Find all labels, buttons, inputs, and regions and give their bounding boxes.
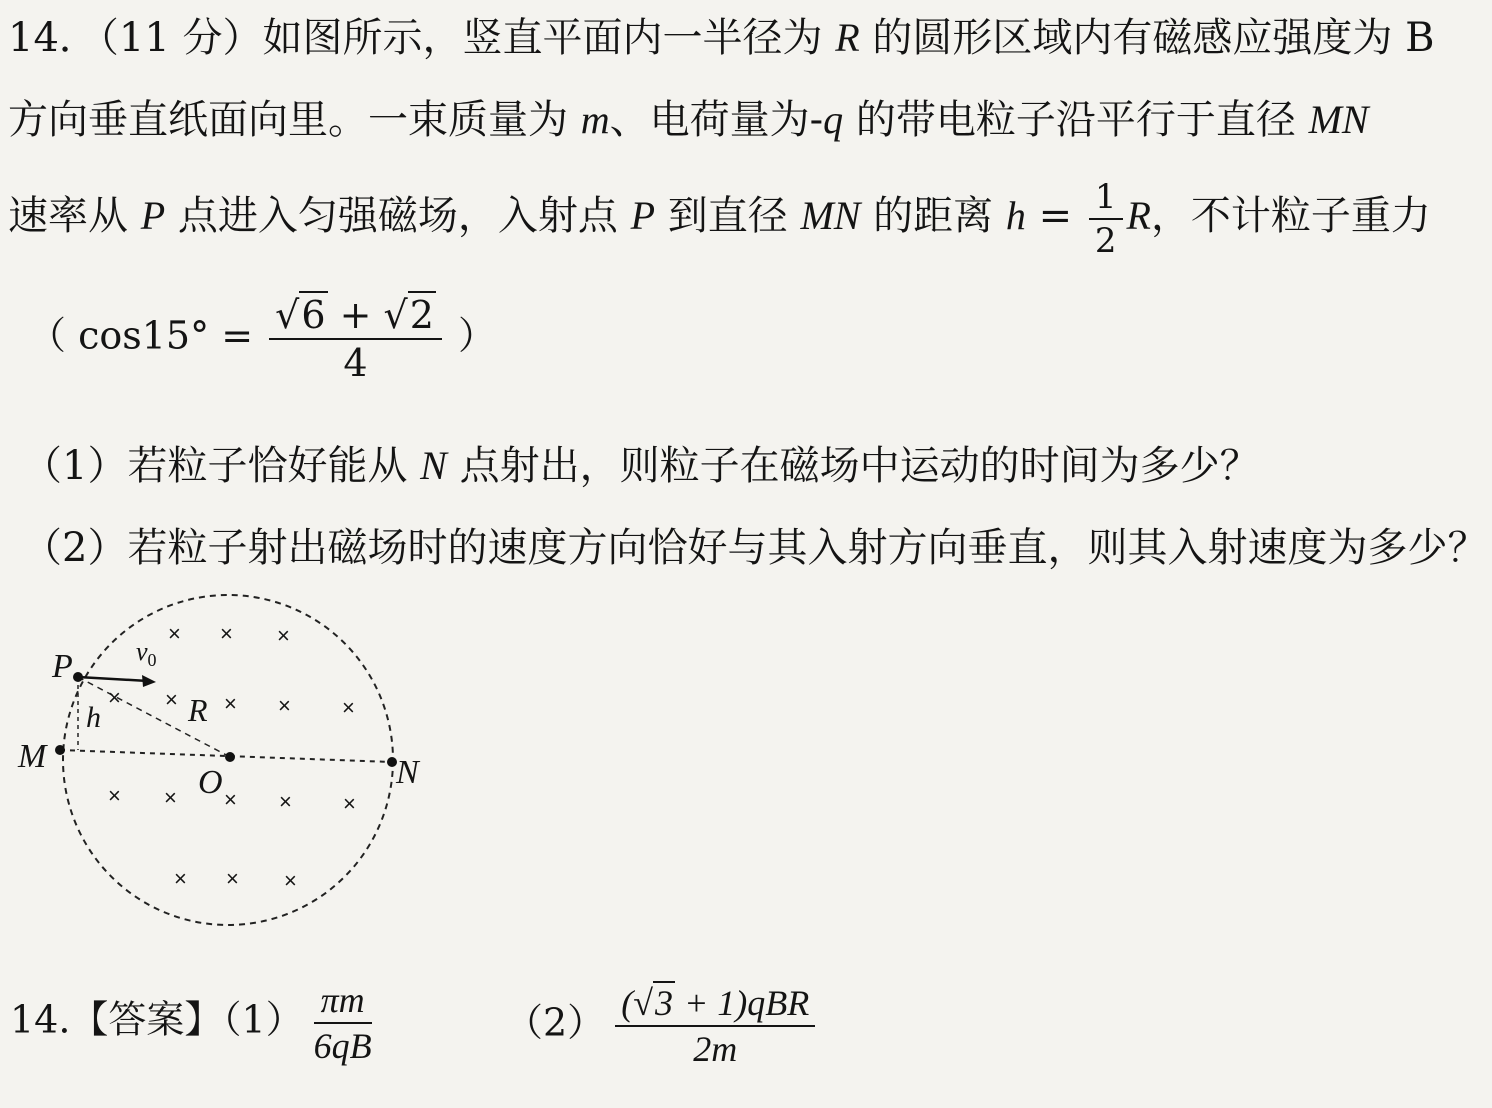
- problem-text: 到直径: [655, 193, 801, 239]
- field-mark: ×: [278, 693, 291, 718]
- point-P: [73, 672, 83, 682]
- question-text: 点射出，则粒子在磁场中运动的时间为多少？: [446, 443, 1260, 489]
- point-M: [55, 745, 65, 755]
- field-mark: ×: [279, 789, 292, 814]
- answer-part-1-label: （1）: [222, 997, 304, 1042]
- label-h: h: [86, 701, 101, 734]
- field-mark: ×: [108, 685, 121, 710]
- cos15-numerator: √6 + √2: [269, 296, 442, 340]
- answer-part-1-denominator: 6qB: [313, 1026, 372, 1066]
- field-mark: ×: [168, 621, 181, 646]
- fraction-numerator: 1: [1089, 180, 1123, 220]
- problem-line-1: [8, 15, 1435, 61]
- problem-line-3: [8, 177, 1431, 261]
- answer-label: 14.【答案】: [10, 997, 223, 1042]
- field-mark: ×: [343, 791, 356, 816]
- var-m: m: [580, 97, 610, 142]
- equals-sign: =: [1025, 193, 1085, 239]
- question-2: [22, 525, 1488, 571]
- answer-part-2-label: （2）: [505, 1000, 606, 1045]
- field-mark: ×: [342, 695, 355, 720]
- field-mark: ×: [164, 785, 177, 810]
- question-text: （1）若粒子恰好能从: [22, 443, 421, 489]
- field-mark: ×: [220, 621, 233, 646]
- question-1: [22, 443, 1260, 489]
- radicand-3: 3: [654, 983, 673, 1023]
- field-mark: ×: [224, 691, 237, 716]
- problem-text: 的距离: [860, 193, 1006, 239]
- var-q: q: [823, 97, 844, 142]
- answer-part-2: [505, 985, 819, 1067]
- answer-part-1-fraction: [314, 982, 372, 1064]
- fraction-one-half: [1089, 177, 1123, 261]
- answer-part-2-numerator: (√3 + 1)qBR: [615, 985, 815, 1027]
- label-R: R: [188, 692, 208, 728]
- velocity-arrowhead-icon: [142, 675, 156, 687]
- var-R: R: [1126, 193, 1151, 238]
- plus-sign: +: [327, 293, 384, 337]
- velocity-arrow: [78, 677, 148, 681]
- problem-text: 的带电粒子沿平行于直径: [843, 97, 1309, 143]
- label-M: M: [18, 738, 47, 775]
- label-O: O: [198, 764, 223, 801]
- var-MN: MN: [800, 193, 861, 238]
- problem-text: ，不计粒子重力: [1150, 193, 1431, 239]
- field-mark: ×: [277, 623, 290, 648]
- cos15-lhs: cos15° =: [78, 313, 266, 358]
- var-N: N: [420, 443, 447, 488]
- answer-part-2-denominator: 2m: [693, 1029, 738, 1069]
- field-mark: ×: [284, 868, 297, 893]
- label-v-subscript: 0: [147, 650, 157, 670]
- field-mark: ×: [226, 866, 239, 891]
- fraction-denominator: 2: [1094, 221, 1117, 261]
- field-mark: ×: [165, 687, 178, 712]
- label-v0: [136, 637, 157, 670]
- label-N: N: [396, 754, 419, 791]
- question-text: （2）若粒子射出磁场时的速度方向恰好与其入射方向垂直，则其入射速度为多少？: [22, 525, 1488, 571]
- label-P: P: [52, 648, 73, 685]
- var-P: P: [630, 193, 656, 238]
- field-mark: ×: [174, 866, 187, 891]
- problem-line-2: [8, 97, 1369, 143]
- problem-text: 速率从: [8, 193, 141, 239]
- problem-text: 的圆形区域内有磁感应强度为 B: [859, 15, 1435, 61]
- var-h: h: [1005, 193, 1026, 238]
- field-mark: ×: [108, 783, 121, 808]
- problem-text: 方向垂直纸面向里。一束质量为: [8, 97, 581, 143]
- problem-text: 、电荷量为-: [609, 97, 824, 143]
- answer-part-1-numerator: πm: [314, 982, 372, 1024]
- answer-part-2-numerator-rest: + 1)qBR: [674, 983, 810, 1023]
- label-v: v: [136, 637, 148, 666]
- paren-open: (: [621, 983, 634, 1023]
- hint-cos15: [28, 293, 497, 385]
- problem-text: 点进入匀强磁场，入射点: [165, 193, 631, 239]
- var-R: R: [835, 15, 860, 60]
- radicand-6: 6: [301, 293, 326, 337]
- radicand-2: 2: [409, 293, 434, 337]
- problem-text: 14．（11 分）如图所示，竖直平面内一半径为: [8, 15, 836, 61]
- magnetic-field-diagram: [0, 585, 460, 935]
- cos15-denominator: 4: [343, 341, 368, 385]
- paren-open: （: [28, 313, 79, 358]
- field-mark: ×: [224, 787, 237, 812]
- var-P: P: [140, 193, 166, 238]
- point-O: [225, 752, 235, 762]
- paren-close: ）: [445, 313, 497, 358]
- answer-part-2-fraction: [615, 985, 815, 1067]
- cos15-fraction: [269, 293, 442, 385]
- var-MN: MN: [1308, 97, 1369, 142]
- answer-line: [10, 982, 376, 1064]
